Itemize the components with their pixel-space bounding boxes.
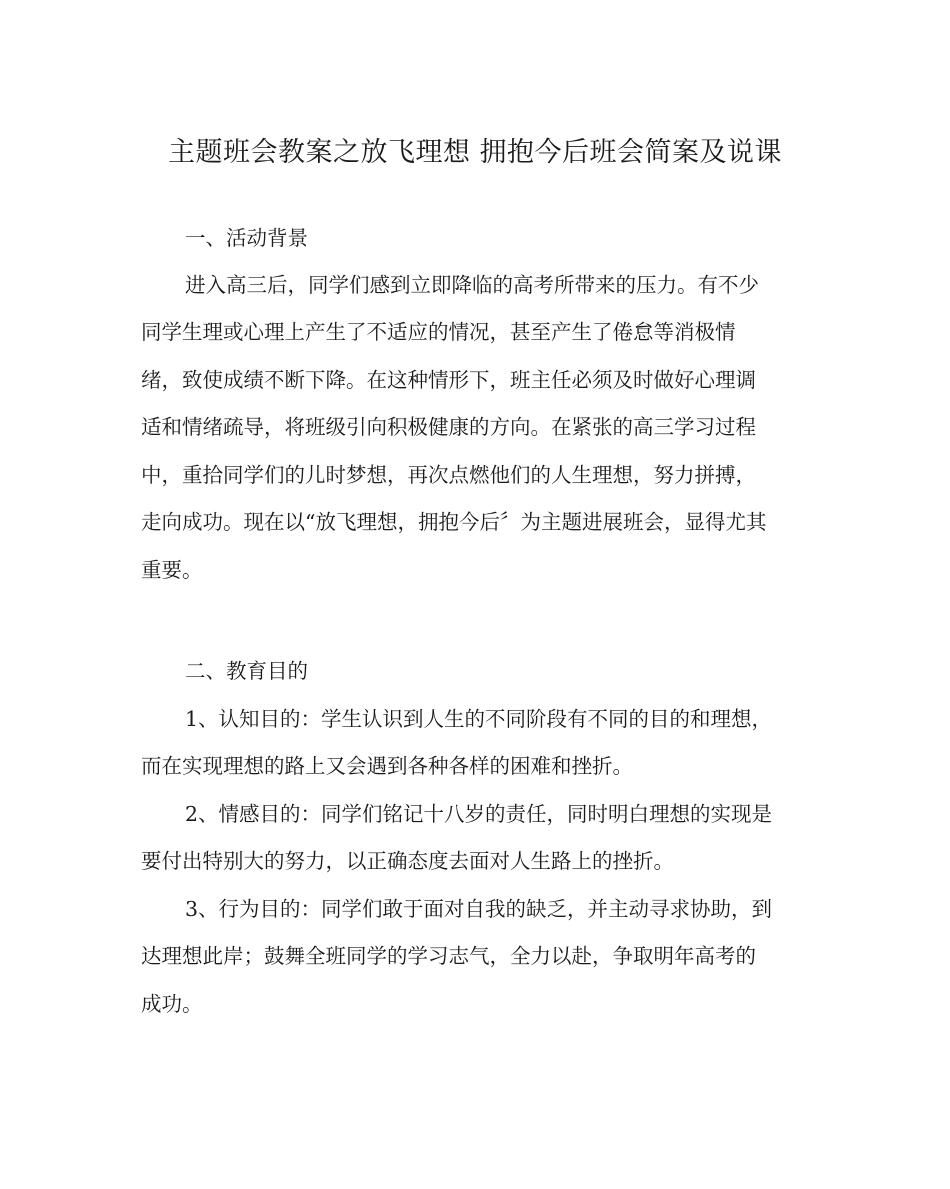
goal-item-line: 达理想此岸；鼓舞全班同学的学习志气，全力以赴，争取明年高考的 (141, 944, 756, 968)
goal-item-line: 2、情感目的：同学们铭记十八岁的责任，同时明白理想的实现是 (185, 802, 773, 826)
paragraph-line: 绪，致使成绩不断下降。在这种情形下，班主任必须及时做好心理调 (141, 368, 756, 392)
paragraph-line: 适和情绪疏导，将班级引向积极健康的方向。在紧张的高三学习过程 (141, 415, 756, 439)
document-title: 主题班会教案之放飞理想 拥抱今后班会简案及说课 (167, 137, 783, 168)
paragraph-line: 中，重拾同学们的儿时梦想，再次点燃他们的人生理想，努力拼搏， (141, 463, 756, 487)
section-heading-goals: 二、教育目的 (185, 659, 308, 683)
section-heading-background: 一、活动背景 (185, 226, 308, 250)
goal-item-line: 要付出特别大的努力，以正确态度去面对人生路上的挫折。 (141, 849, 674, 873)
paragraph-line: 同学生理或心理上产生了不适应的情况，甚至产生了倦怠等消极情 (141, 320, 736, 344)
paragraph-line: 进入高三后，同学们感到立即降临的高考所带来的压力。有不少 (185, 273, 759, 297)
paragraph-line: 走向成功。现在以“放飞理想，拥抱今后〞为主题进展班会，显得尤其 (141, 510, 767, 534)
goal-item-line: 成功。 (141, 992, 203, 1016)
goal-item-line: 1、认知目的：学生认识到人生的不同阶段有不同的目的和理想， (185, 707, 773, 731)
goal-item-line: 而在实现理想的路上又会遇到各种各样的困难和挫折。 (141, 754, 633, 778)
paragraph-line: 重要。 (141, 558, 203, 582)
goal-item-line: 3、行为目的：同学们敢于面对自我的缺乏，并主动寻求协助，到 (185, 897, 773, 921)
